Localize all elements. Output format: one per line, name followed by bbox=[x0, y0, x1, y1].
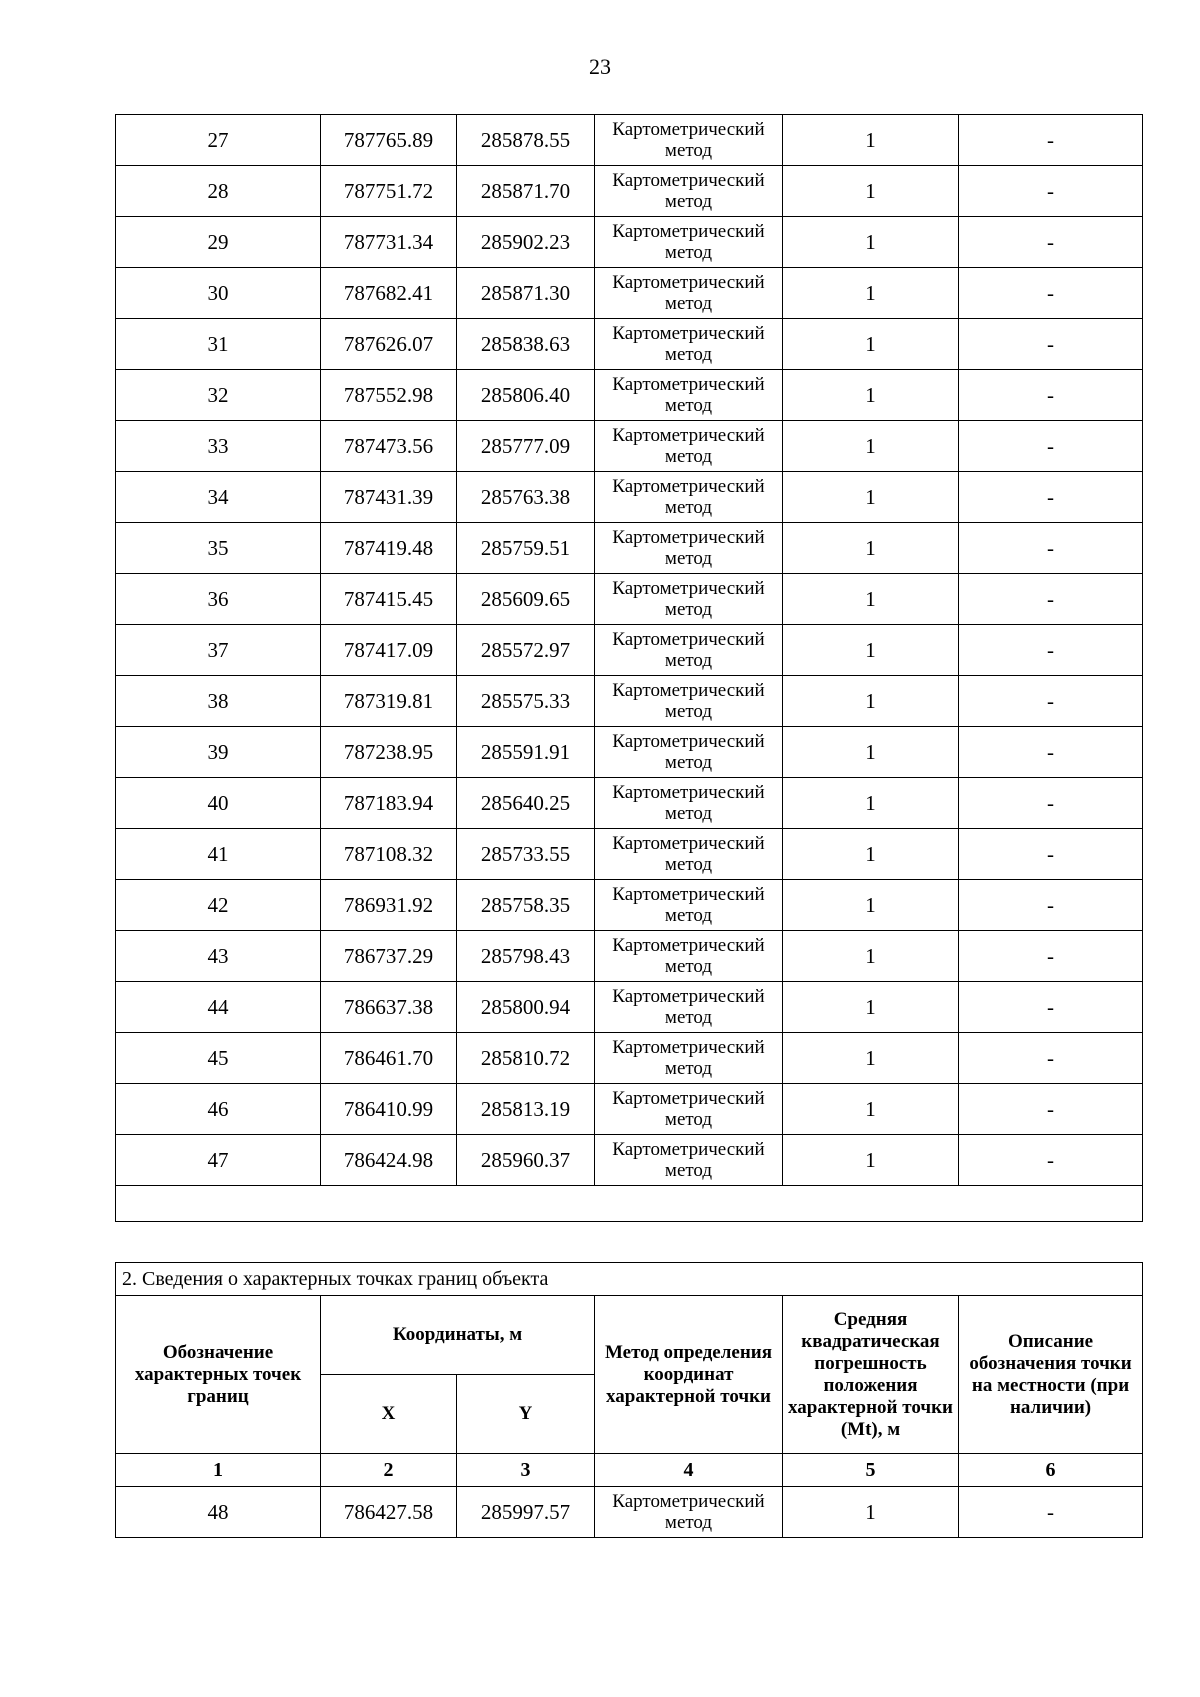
method: Картометрический метод bbox=[595, 268, 783, 319]
table-row bbox=[116, 676, 1143, 727]
description: - bbox=[959, 166, 1143, 217]
description: - bbox=[959, 676, 1143, 727]
coord-y: 285758.35 bbox=[457, 880, 595, 931]
column-number: 3 bbox=[457, 1454, 595, 1487]
coord-x: 787731.34 bbox=[321, 217, 457, 268]
header-description: Описание обозначения точки на местности (при наличии) bbox=[959, 1296, 1143, 1454]
method: Картометрический метод bbox=[595, 829, 783, 880]
page-number: 23 bbox=[589, 54, 611, 79]
point-number: 41 bbox=[116, 829, 321, 880]
table-row bbox=[116, 778, 1143, 829]
method: Картометрический метод bbox=[595, 982, 783, 1033]
coord-x: 786737.29 bbox=[321, 931, 457, 982]
description: - bbox=[959, 727, 1143, 778]
table-row bbox=[116, 217, 1143, 268]
description: - bbox=[959, 625, 1143, 676]
mt-value: 1 bbox=[783, 523, 959, 574]
coord-x: 787552.98 bbox=[321, 370, 457, 421]
coord-y: 285902.23 bbox=[457, 217, 595, 268]
coord-x: 787319.81 bbox=[321, 676, 457, 727]
coord-x: 786931.92 bbox=[321, 880, 457, 931]
method: Картометрический метод bbox=[595, 625, 783, 676]
point-number: 36 bbox=[116, 574, 321, 625]
table-row bbox=[116, 472, 1143, 523]
description: - bbox=[959, 778, 1143, 829]
column-number: 1 bbox=[116, 1454, 321, 1487]
coord-x: 787431.39 bbox=[321, 472, 457, 523]
table-row bbox=[116, 421, 1143, 472]
coordinates-table-continued bbox=[115, 114, 1143, 1222]
method: Картометрический метод bbox=[595, 1487, 783, 1538]
coord-y: 285810.72 bbox=[457, 1033, 595, 1084]
coord-x: 787626.07 bbox=[321, 319, 457, 370]
coord-y: 285591.91 bbox=[457, 727, 595, 778]
table-row bbox=[116, 982, 1143, 1033]
table-row bbox=[116, 319, 1143, 370]
header-point: Обозначение характерных точек границ bbox=[116, 1296, 321, 1454]
point-number: 31 bbox=[116, 319, 321, 370]
coord-x: 787682.41 bbox=[321, 268, 457, 319]
mt-value: 1 bbox=[783, 319, 959, 370]
coord-y: 285575.33 bbox=[457, 676, 595, 727]
table-row bbox=[116, 166, 1143, 217]
method: Картометрический метод bbox=[595, 166, 783, 217]
table-row bbox=[116, 115, 1143, 166]
table-row bbox=[116, 727, 1143, 778]
mt-value: 1 bbox=[783, 166, 959, 217]
description: - bbox=[959, 880, 1143, 931]
mt-value: 1 bbox=[783, 727, 959, 778]
header-mt: Средняя квадратическая погрешность положения характерной точки (Mt), м bbox=[783, 1296, 959, 1454]
method: Картометрический метод bbox=[595, 217, 783, 268]
column-number: 2 bbox=[321, 1454, 457, 1487]
table-row bbox=[116, 370, 1143, 421]
description: - bbox=[959, 1487, 1143, 1538]
mt-value: 1 bbox=[783, 625, 959, 676]
method: Картометрический метод bbox=[595, 880, 783, 931]
mt-value: 1 bbox=[783, 472, 959, 523]
coord-y: 285572.97 bbox=[457, 625, 595, 676]
point-number: 33 bbox=[116, 421, 321, 472]
mt-value: 1 bbox=[783, 1135, 959, 1186]
column-number: 5 bbox=[783, 1454, 959, 1487]
point-number: 34 bbox=[116, 472, 321, 523]
mt-value: 1 bbox=[783, 115, 959, 166]
coord-y: 285763.38 bbox=[457, 472, 595, 523]
mt-value: 1 bbox=[783, 982, 959, 1033]
mt-value: 1 bbox=[783, 931, 959, 982]
method: Картометрический метод bbox=[595, 115, 783, 166]
table-row bbox=[116, 523, 1143, 574]
boundary-points-table bbox=[115, 1262, 1143, 1538]
coord-x: 786637.38 bbox=[321, 982, 457, 1033]
method: Картометрический метод bbox=[595, 370, 783, 421]
coord-y: 285997.57 bbox=[457, 1487, 595, 1538]
table-row bbox=[116, 931, 1143, 982]
table-row bbox=[116, 1487, 1143, 1538]
coord-y: 285871.70 bbox=[457, 166, 595, 217]
point-number: 45 bbox=[116, 1033, 321, 1084]
mt-value: 1 bbox=[783, 1084, 959, 1135]
coord-x: 787415.45 bbox=[321, 574, 457, 625]
description: - bbox=[959, 217, 1143, 268]
description: - bbox=[959, 931, 1143, 982]
method: Картометрический метод bbox=[595, 931, 783, 982]
point-number: 38 bbox=[116, 676, 321, 727]
coord-y: 285759.51 bbox=[457, 523, 595, 574]
column-number: 6 bbox=[959, 1454, 1143, 1487]
point-number: 39 bbox=[116, 727, 321, 778]
mt-value: 1 bbox=[783, 574, 959, 625]
point-number: 37 bbox=[116, 625, 321, 676]
point-number: 46 bbox=[116, 1084, 321, 1135]
description: - bbox=[959, 982, 1143, 1033]
empty-cell bbox=[116, 1186, 1143, 1222]
method: Картометрический метод bbox=[595, 1135, 783, 1186]
description: - bbox=[959, 829, 1143, 880]
coord-x: 786410.99 bbox=[321, 1084, 457, 1135]
description: - bbox=[959, 370, 1143, 421]
method: Картометрический метод bbox=[595, 1033, 783, 1084]
method: Картометрический метод bbox=[595, 727, 783, 778]
description: - bbox=[959, 523, 1143, 574]
description: - bbox=[959, 574, 1143, 625]
table-row bbox=[116, 268, 1143, 319]
description: - bbox=[959, 115, 1143, 166]
table-row bbox=[116, 1084, 1143, 1135]
header-coordinates: Координаты, м bbox=[321, 1296, 595, 1375]
coord-y: 285813.19 bbox=[457, 1084, 595, 1135]
method: Картометрический метод bbox=[595, 676, 783, 727]
mt-value: 1 bbox=[783, 1033, 959, 1084]
coord-x: 787183.94 bbox=[321, 778, 457, 829]
coord-x: 787765.89 bbox=[321, 115, 457, 166]
point-number: 48 bbox=[116, 1487, 321, 1538]
coord-x: 787751.72 bbox=[321, 166, 457, 217]
mt-value: 1 bbox=[783, 778, 959, 829]
point-number: 40 bbox=[116, 778, 321, 829]
point-number: 32 bbox=[116, 370, 321, 421]
mt-value: 1 bbox=[783, 217, 959, 268]
coord-y: 285800.94 bbox=[457, 982, 595, 1033]
header-method: Метод определения координат характерной точки bbox=[595, 1296, 783, 1454]
coord-y: 285878.55 bbox=[457, 115, 595, 166]
coord-x: 786461.70 bbox=[321, 1033, 457, 1084]
mt-value: 1 bbox=[783, 1487, 959, 1538]
header-y: Y bbox=[457, 1375, 595, 1454]
point-number: 27 bbox=[116, 115, 321, 166]
coord-x: 786424.98 bbox=[321, 1135, 457, 1186]
point-number: 43 bbox=[116, 931, 321, 982]
coord-x: 787108.32 bbox=[321, 829, 457, 880]
description: - bbox=[959, 1033, 1143, 1084]
table-row bbox=[116, 625, 1143, 676]
coord-y: 285960.37 bbox=[457, 1135, 595, 1186]
point-number: 30 bbox=[116, 268, 321, 319]
coordinates-table-body bbox=[116, 115, 1143, 1222]
table-row bbox=[116, 574, 1143, 625]
coord-y: 285733.55 bbox=[457, 829, 595, 880]
point-number: 35 bbox=[116, 523, 321, 574]
section-title: 2. Сведения о характерных точках границ объекта bbox=[116, 1263, 1143, 1296]
mt-value: 1 bbox=[783, 370, 959, 421]
coord-y: 285806.40 bbox=[457, 370, 595, 421]
description: - bbox=[959, 1135, 1143, 1186]
column-number: 4 bbox=[595, 1454, 783, 1487]
method: Картометрический метод bbox=[595, 778, 783, 829]
mt-value: 1 bbox=[783, 829, 959, 880]
coord-x: 787417.09 bbox=[321, 625, 457, 676]
method: Картометрический метод bbox=[595, 421, 783, 472]
header-x: X bbox=[321, 1375, 457, 1454]
method: Картометрический метод bbox=[595, 574, 783, 625]
coord-y: 285640.25 bbox=[457, 778, 595, 829]
description: - bbox=[959, 319, 1143, 370]
coord-y: 285798.43 bbox=[457, 931, 595, 982]
coord-y: 285777.09 bbox=[457, 421, 595, 472]
mt-value: 1 bbox=[783, 421, 959, 472]
coord-x: 787238.95 bbox=[321, 727, 457, 778]
empty-row bbox=[116, 1186, 1143, 1222]
point-number: 47 bbox=[116, 1135, 321, 1186]
table-row bbox=[116, 880, 1143, 931]
point-number: 29 bbox=[116, 217, 321, 268]
point-number: 42 bbox=[116, 880, 321, 931]
method: Картометрический метод bbox=[595, 472, 783, 523]
point-number: 28 bbox=[116, 166, 321, 217]
table-row bbox=[116, 829, 1143, 880]
mt-value: 1 bbox=[783, 880, 959, 931]
method: Картометрический метод bbox=[595, 523, 783, 574]
coord-y: 285609.65 bbox=[457, 574, 595, 625]
table-row bbox=[116, 1135, 1143, 1186]
description: - bbox=[959, 472, 1143, 523]
description: - bbox=[959, 268, 1143, 319]
coord-x: 787473.56 bbox=[321, 421, 457, 472]
mt-value: 1 bbox=[783, 268, 959, 319]
method: Картометрический метод bbox=[595, 1084, 783, 1135]
table-row bbox=[116, 1033, 1143, 1084]
coord-y: 285838.63 bbox=[457, 319, 595, 370]
method: Картометрический метод bbox=[595, 319, 783, 370]
description: - bbox=[959, 1084, 1143, 1135]
mt-value: 1 bbox=[783, 676, 959, 727]
coord-y: 285871.30 bbox=[457, 268, 595, 319]
coord-x: 786427.58 bbox=[321, 1487, 457, 1538]
description: - bbox=[959, 421, 1143, 472]
coord-x: 787419.48 bbox=[321, 523, 457, 574]
point-number: 44 bbox=[116, 982, 321, 1033]
